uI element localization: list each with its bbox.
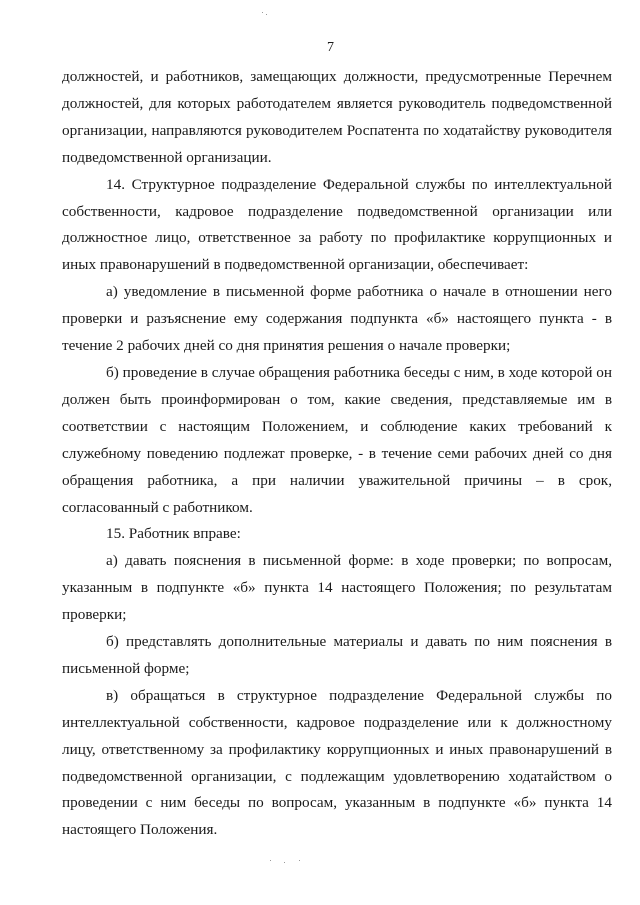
paragraph-15-b: б) представлять дополнительные материалы и давать по ним пояснения в письменной форме; <box>62 633 612 677</box>
scan-speck <box>270 860 271 861</box>
scan-speck <box>299 860 300 861</box>
paragraph-14-b: б) проведение в случае обращения работника беседы с ним, в ходе которой он должен быть проинформирован о том, какие сведения, представляемые им в соответствии с настоящим Положением, и соблюдение каких требований к служебному поведению подлежат проверке, - в течение семи рабочих дней со дня обращения работника, а при наличии уважительной причины – в срок, согласованный с работником. <box>62 363 612 516</box>
page-number: 7 <box>327 40 334 55</box>
scan-speck <box>266 14 267 15</box>
paragraph-15-a: а) давать пояснения в письменной форме: в ходе проверки; по вопросам, указанным в подпункте «б» пункта 14 настоящего Положения; по результатам проверки; <box>62 552 612 624</box>
paragraph-continuation: должностей, и работников, замещающих должности, предусмотренные Перечнем должностей, для которых работодателем является руководитель подведомственной организации, направляются руководителем Роспатента по ходатайству руководителя подведомственной организации. <box>62 68 612 166</box>
document-body <box>62 64 612 844</box>
paragraph-14-a: а) уведомление в письменной форме работника о начале в отношении него проверки и разъяснение ему содержания подпункта «б» настоящего пункта - в течение 2 рабочих дней со дня принятия решения о начале проверки; <box>62 283 612 355</box>
paragraph-14: 14. Структурное подразделение Федеральной службы по интеллектуальной собственности, кадровое подразделение подведомственной организации или должностное лицо, ответственное за работу по профилактике коррупционных и иных правонарушений в подведомственной организации, обеспечивает: <box>62 175 612 274</box>
scan-speck <box>284 862 285 863</box>
paragraph-15-c: в) обращаться в структурное подразделение Федеральной службы по интеллектуальной собственности, кадровое подразделение или к должностному лицу, ответственному за профилактику коррупционных и иных правонарушений в подведомственной организации, с подлежащим удовлетворению ходатайством о проведении с ним беседы по вопросам, указанным в подпункте «б» пункта 14 настоящего Положения. <box>62 686 612 839</box>
scan-speck <box>262 12 263 13</box>
paragraph-15: 15. Работник вправе: <box>106 525 241 543</box>
